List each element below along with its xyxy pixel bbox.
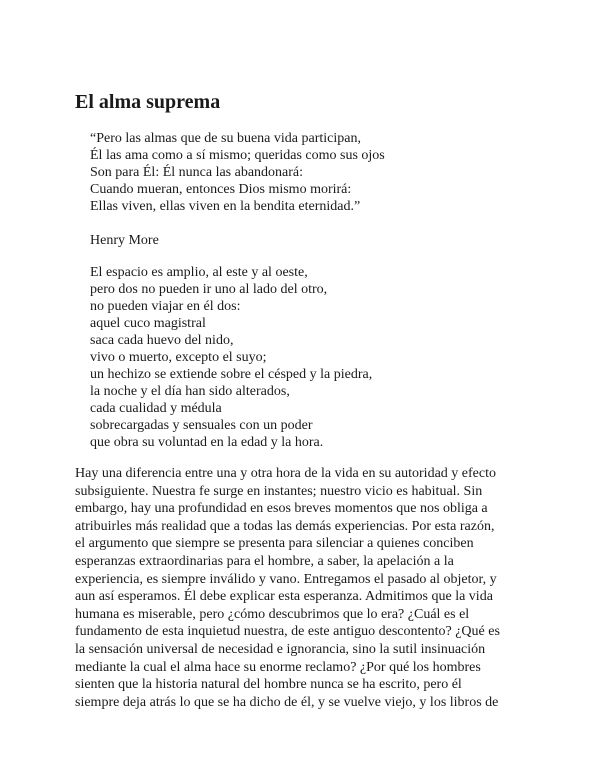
poem-line: sobrecargadas y sensuales con un poder <box>90 418 313 433</box>
poem-line: pero dos no pueden ir uno al lado del otro, <box>90 282 328 297</box>
paragraph-line: aun así esperamos. Él debe explicar esta esperanza. Admitimos que la vida <box>75 589 493 605</box>
epigraph-line: Ellas viven, ellas viven en la bendita eternidad.” <box>90 199 361 214</box>
poem-line: El espacio es amplio, al este y al oeste, <box>90 265 308 280</box>
paragraph-line: fundamento de esta inquietud nuestra, de este antiguo descontento? ¿Qué es <box>75 624 500 640</box>
epigraph-line: Él las ama como a sí mismo; queridas como sus ojos <box>90 148 385 163</box>
paragraph-line: experiencia, es siempre inválido y vano. Entregamos el pasado al objetor, y <box>75 571 497 587</box>
poem-line: la noche y el día han sido alterados, <box>90 384 290 399</box>
epigraph-author: Henry More <box>90 233 159 248</box>
epigraph-line: “Pero las almas que de su buena vida participan, <box>90 131 361 146</box>
page-title: El alma suprema <box>75 91 221 113</box>
epigraph-quote <box>90 130 385 215</box>
poem-line: vivo o muerto, excepto el suyo; <box>90 350 267 365</box>
paragraph-line: el argumento que siempre se presenta para silenciar a quienes conciben <box>75 536 474 552</box>
paragraph-line: Hay una diferencia entre una y otra hora de la vida en su autoridad y efecto <box>75 466 496 481</box>
paragraph-line: humana es miserable, pero ¿cómo descubrimos que lo era? ¿Cuál es el <box>75 606 470 622</box>
paragraph-line: embargo, hay una profundidad en esos breves momentos que nos obliga a <box>75 501 488 517</box>
epigraph-line: Son para Él: Él nunca las abandonará: <box>90 165 304 180</box>
paragraph-line: sienten que la historia natural del hombre nunca se ha escrito, pero él <box>75 677 462 693</box>
poem-line: que obra su voluntad en la edad y la hora. <box>90 435 324 450</box>
paragraph-line: atribuirles más realidad que a todas las demás experiencias. Por esta razón, <box>75 518 495 534</box>
paragraph-line: mediante la cual el alma hace su enorme reclamo? ¿Por qué los hombres <box>75 659 481 675</box>
paragraph-line: siempre deja atrás lo que se ha dicho de él, y se vuelve viejo, y los libros de <box>75 694 499 710</box>
epigraph-line: Cuando mueran, entonces Dios mismo morirá: <box>90 182 352 197</box>
paragraph-line: esperanzas extraordinarias para el hombre, a saber, la apelación a la <box>75 553 454 569</box>
paragraph-line: subsiguiente. Nuestra fe surge en instantes; nuestro vicio es habitual. Sin <box>75 483 483 499</box>
poem-line: saca cada huevo del nido, <box>90 333 234 348</box>
poem-line: cada cualidad y médula <box>90 401 222 416</box>
poem-line: no pueden viajar en él dos: <box>90 299 241 314</box>
poem <box>90 264 372 451</box>
paragraph-line: la sensación universal de necesidad e ignorancia, sino la sutil insinuación <box>75 641 486 657</box>
poem-line: aquel cuco magistral <box>90 316 206 331</box>
poem-line: un hechizo se extiende sobre el césped y la piedra, <box>90 367 373 382</box>
body-paragraph <box>75 465 500 711</box>
